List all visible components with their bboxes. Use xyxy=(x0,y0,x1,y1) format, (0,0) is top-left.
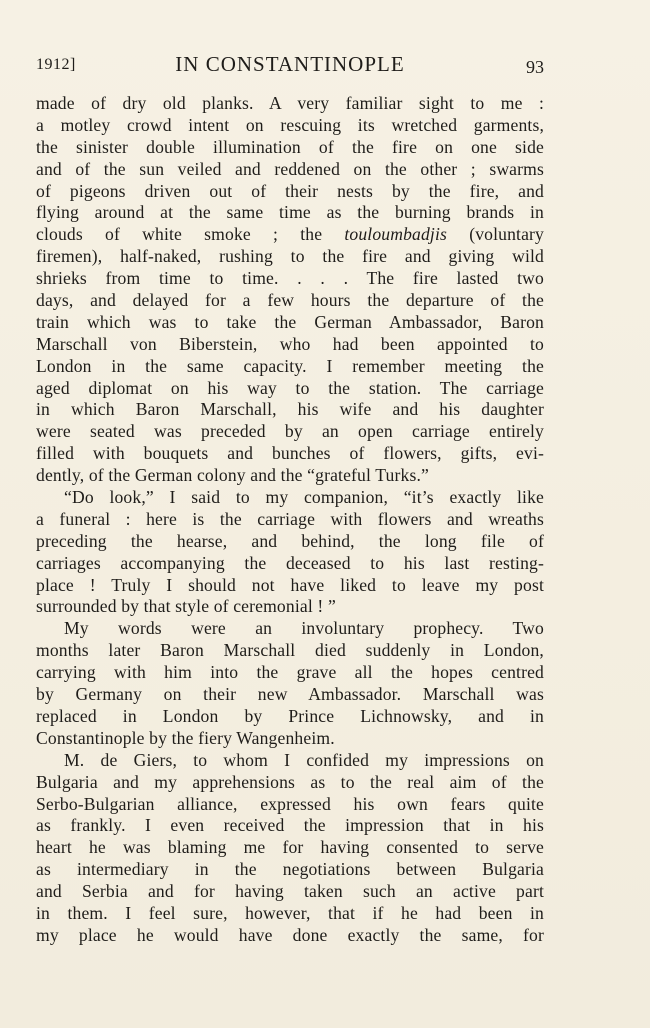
text-line: in them. I feel sure, however, that if he had been in xyxy=(36,902,544,923)
text-line: London in the same capacity. I remember meeting the xyxy=(36,355,544,376)
text-line: shrieks from time to time. . . . The fire lasted two xyxy=(36,268,544,289)
text-line: a motley crowd intent on rescuing its wretched garments, xyxy=(36,114,544,135)
text-line: as intermediary in the negotiations between Bulgaria xyxy=(36,859,544,880)
text-line: firemen), half-naked, rushing to the fire and giving wild xyxy=(36,246,544,267)
text-line: as frankly. I even received the impression that in his xyxy=(36,815,544,836)
text-line: and of the sun veiled and reddened on the other ; swarms xyxy=(36,158,544,179)
text-line: days, and delayed for a few hours the departure of the xyxy=(36,290,544,311)
running-header xyxy=(36,52,544,80)
text-line: surrounded by that style of ceremonial ! ” xyxy=(36,596,336,617)
text-line: months later Baron Marschall died suddenly in London, xyxy=(36,640,544,661)
body-text xyxy=(36,93,544,947)
header-title: IN CONSTANTINOPLE xyxy=(175,52,405,76)
text-line: filled with bouquets and bunches of flowers, gifts, evi- xyxy=(36,443,544,464)
text-line: “Do look,” I said to my companion, “it’s exactly like xyxy=(64,487,544,508)
page-number: 93 xyxy=(526,57,544,77)
text-line: flying around at the same time as the burning brands in xyxy=(36,202,544,223)
text-line xyxy=(36,224,544,246)
text-line: and Serbia and for having taken such an active part xyxy=(36,881,544,902)
text-line: made of dry old planks. A very familiar sight to me : xyxy=(36,93,544,113)
text-line: in which Baron Marschall, his wife and his daughter xyxy=(36,399,544,420)
text-line: heart he was blaming me for having consented to serve xyxy=(36,837,544,858)
text-line: train which was to take the German Ambassador, Baron xyxy=(36,311,544,332)
text-line: Constantinople by the fiery Wangenheim. xyxy=(36,727,335,748)
header-year: 1912] xyxy=(36,56,76,73)
text-segment: (voluntary xyxy=(447,224,544,245)
text-line: dently, of the German colony and the “grateful Turks.” xyxy=(36,465,429,486)
text-line: Serbo-Bulgarian alliance, expressed his own fears quite xyxy=(36,793,544,814)
text-line: of pigeons driven out of their nests by the fire, and xyxy=(36,180,544,201)
text-line: place ! Truly I should not have liked to leave my post xyxy=(36,574,544,595)
text-line: M. de Giers, to whom I confided my impressions on xyxy=(64,749,544,770)
text-line: preceding the hearse, and behind, the long file of xyxy=(36,530,544,551)
text-segment: clouds of white smoke ; the xyxy=(36,224,345,245)
text-line: the sinister double illumination of the fire on one side xyxy=(36,136,544,157)
text-line: carriages accompanying the deceased to his last resting- xyxy=(36,552,544,573)
text-line: aged diplomat on his way to the station. The carriage xyxy=(36,377,544,398)
text-line: My words were an involuntary prophecy. Two xyxy=(64,618,544,639)
text-line: Marschall von Biberstein, who had been appointed to xyxy=(36,333,544,354)
text-line: replaced in London by Prince Lichnowsky, and in xyxy=(36,705,544,726)
text-line: by Germany on their new Ambassador. Marschall was xyxy=(36,684,544,705)
text-line: Bulgaria and my apprehensions as to the real aim of the xyxy=(36,771,544,792)
italic-term: touloumbadjis xyxy=(344,224,448,245)
text-line: my place he would have done exactly the same, for xyxy=(36,924,544,945)
text-line: a funeral : here is the carriage with flowers and wreaths xyxy=(36,508,544,529)
text-line: were seated was preceded by an open carriage entirely xyxy=(36,421,544,442)
text-line: carrying with him into the grave all the hopes centred xyxy=(36,662,544,683)
